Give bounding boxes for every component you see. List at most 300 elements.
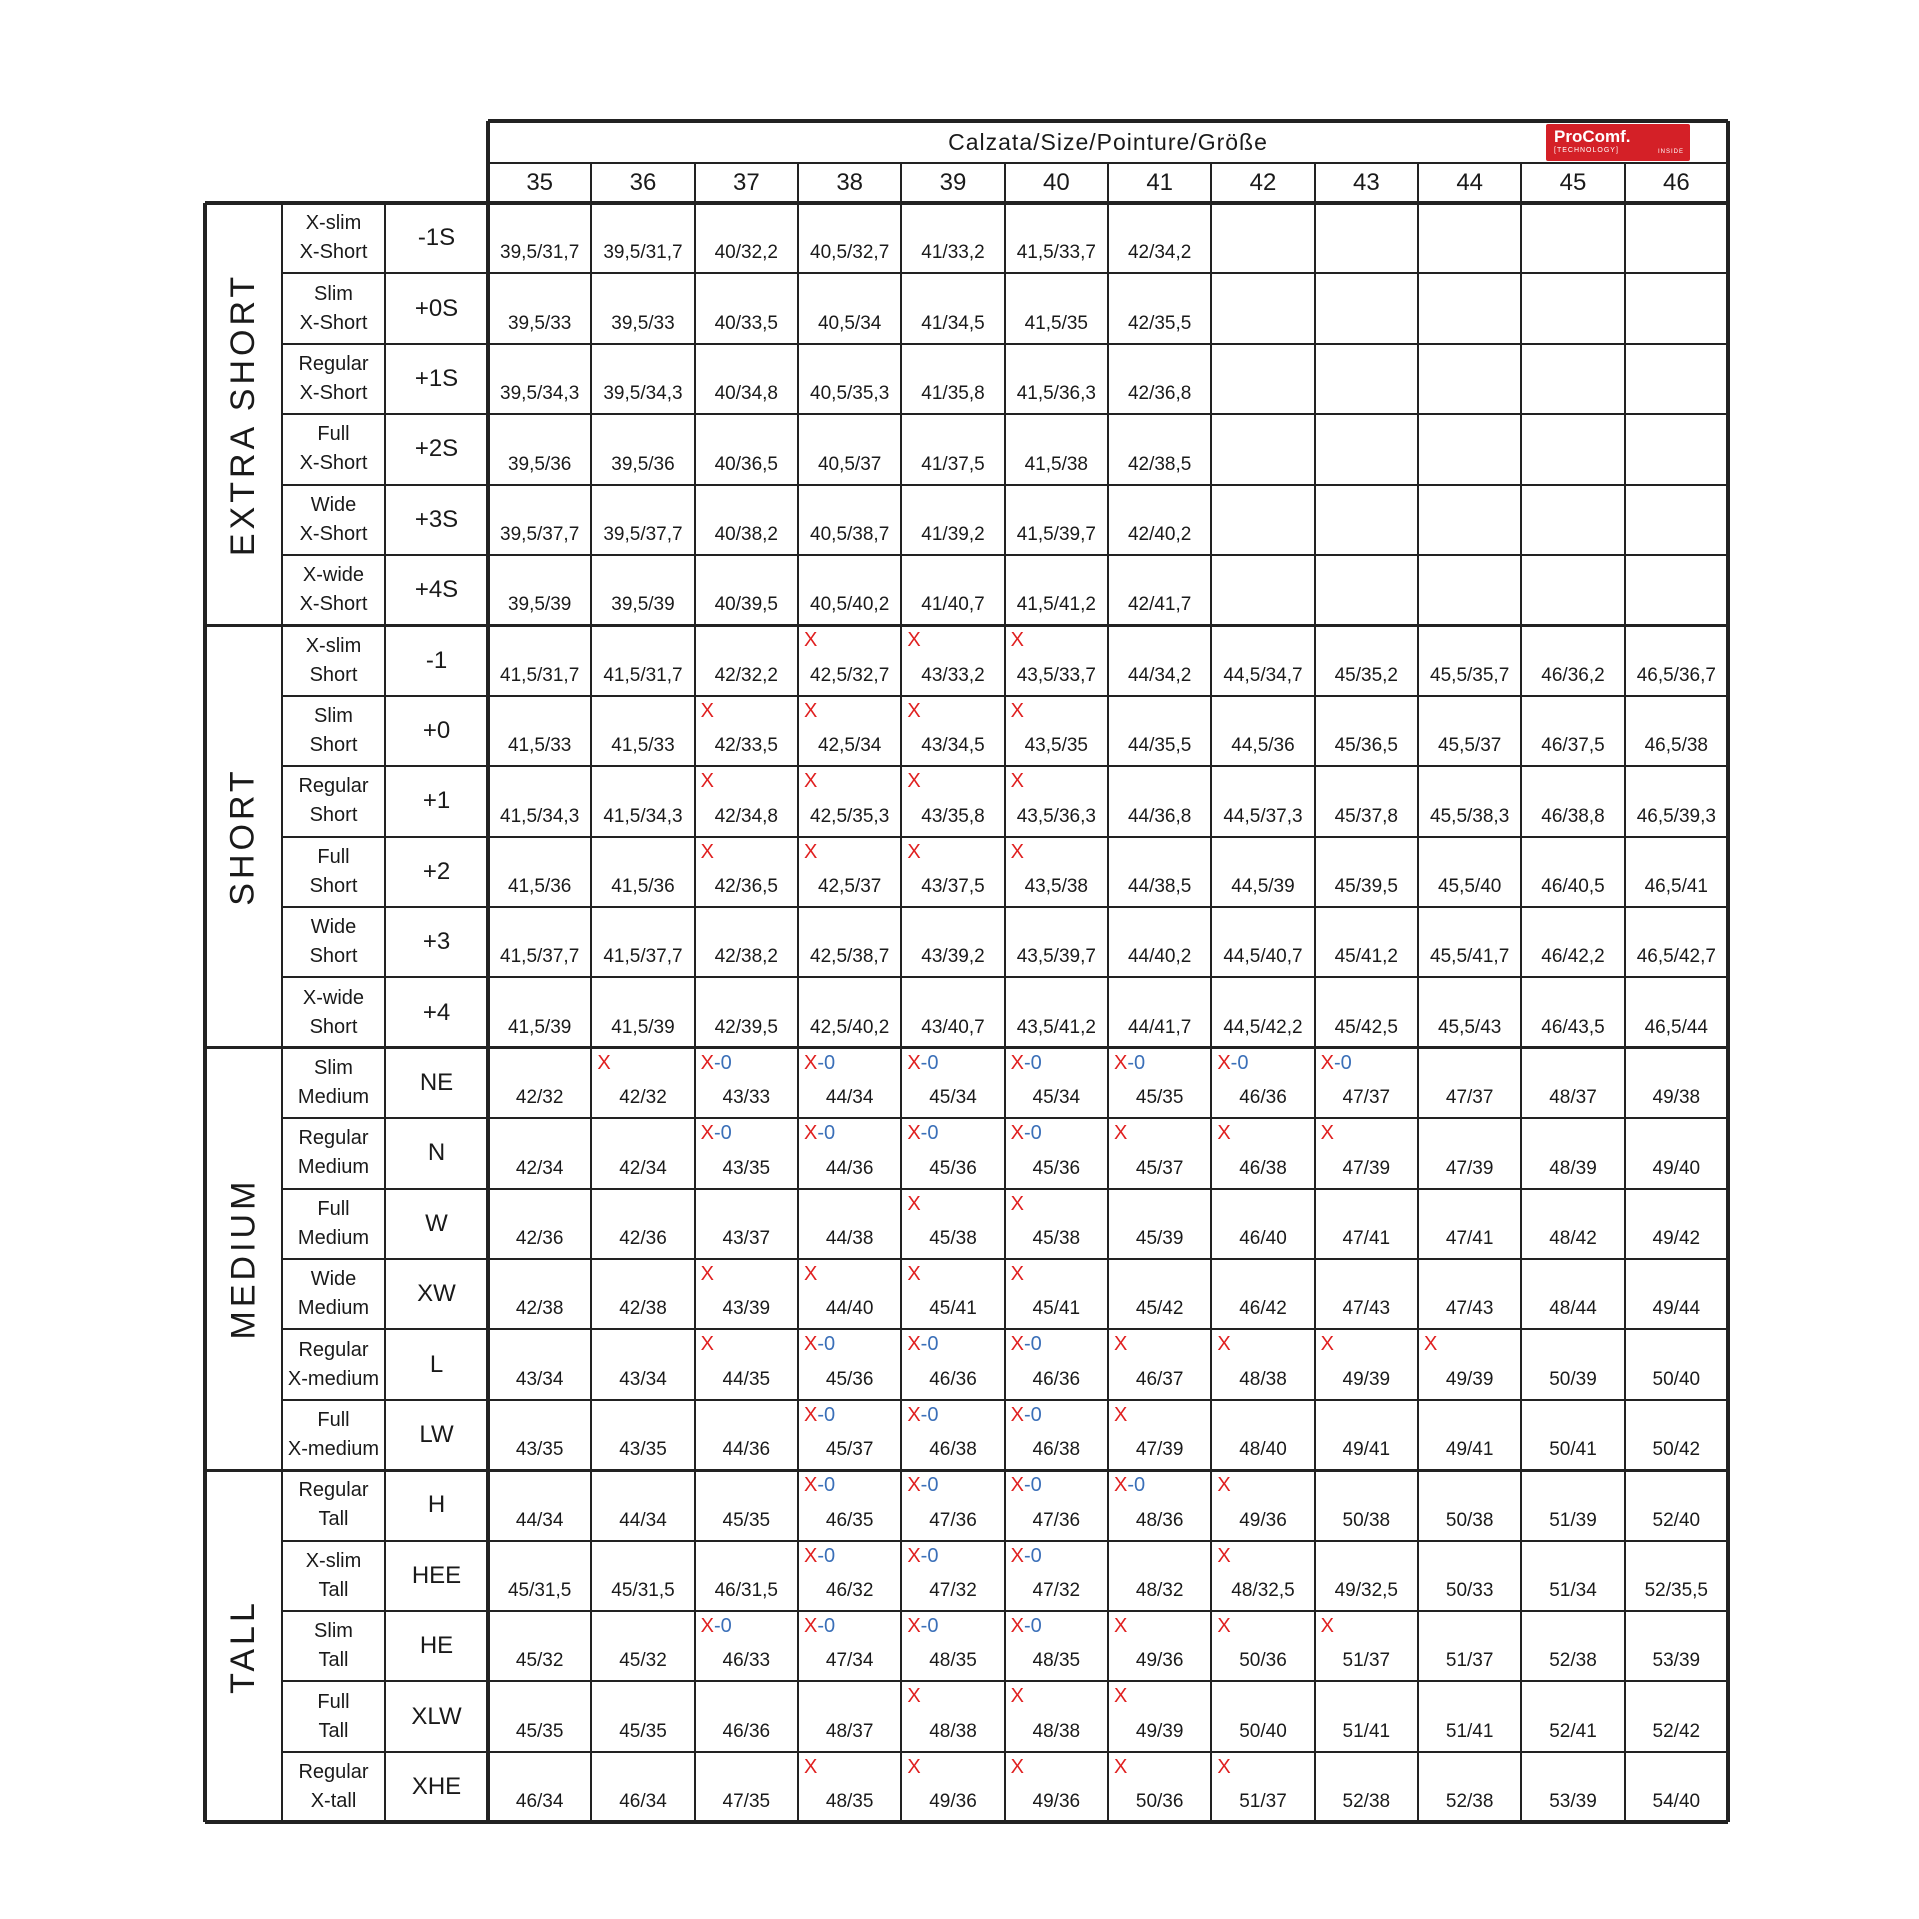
width-description <box>282 1189 385 1259</box>
size-value: 41/33,2 <box>921 242 985 264</box>
width-description <box>282 1329 385 1399</box>
width-description-line: Regular <box>298 1338 369 1361</box>
grid-line <box>488 119 1728 123</box>
availability-mark <box>1114 1052 1145 1075</box>
availability-mark <box>1424 1333 1437 1356</box>
size-value: 50/33 <box>1445 1580 1494 1601</box>
size-value: 39,5/36 <box>611 453 675 475</box>
mark-x: X <box>804 699 818 722</box>
size-value: 49/39 <box>1135 1720 1184 1742</box>
mark-zero: -0 <box>817 1403 836 1426</box>
mark-x: X <box>1114 1615 1128 1637</box>
grid-line <box>1004 163 1006 1822</box>
size-value: 45,5/35,7 <box>1430 664 1510 686</box>
size-value: 43/35 <box>515 1439 564 1461</box>
mark-x: X <box>1010 1474 1024 1497</box>
width-code: +2S <box>414 435 459 463</box>
size-value: 47/39 <box>1445 1157 1494 1179</box>
mark-x: X <box>1217 1755 1231 1778</box>
size-value: 43/39,2 <box>921 946 985 968</box>
width-code: +0S <box>414 294 459 322</box>
size-value: 46/36 <box>929 1368 977 1390</box>
grid-line <box>282 413 1728 415</box>
size-value: 47/32 <box>929 1580 977 1601</box>
size-value: 43,5/35 <box>1024 735 1089 757</box>
size-value: 45/42,5 <box>1334 1016 1399 1038</box>
size-value: 46,5/38 <box>1644 735 1709 757</box>
size-value: 47/39 <box>1342 1157 1391 1179</box>
width-code: +1S <box>414 364 459 392</box>
size-value: 45/34 <box>929 1087 977 1109</box>
grid-line <box>282 554 1728 556</box>
width-code: +3S <box>414 505 459 533</box>
size-value: 46/36,2 <box>1541 664 1605 686</box>
grid-line <box>1314 163 1316 1822</box>
size-value: 45/42 <box>1135 1298 1184 1320</box>
size-value: 48/38 <box>1032 1720 1081 1742</box>
mark-zero: -0 <box>920 1333 939 1356</box>
size-value: 42/36 <box>619 1228 667 1249</box>
size-value: 48/35 <box>929 1650 977 1672</box>
size-value: 46/32 <box>825 1580 874 1601</box>
availability-mark <box>1011 1052 1042 1075</box>
size-value: 45/38 <box>1032 1228 1081 1249</box>
availability-mark <box>1217 1122 1230 1145</box>
mark-zero: -0 <box>1230 1051 1249 1074</box>
size-value: 42/36,5 <box>714 876 779 897</box>
size-value: 42/34 <box>515 1157 564 1179</box>
size-value: 47/35 <box>722 1791 771 1813</box>
availability-mark <box>907 1404 938 1427</box>
mark-x: X <box>1217 1333 1231 1356</box>
size-value: 39,5/31,7 <box>603 242 683 264</box>
size-value: 49/36 <box>1135 1650 1184 1672</box>
size-value: 42,5/35,3 <box>810 805 890 827</box>
size-value: 45/41,2 <box>1334 946 1399 968</box>
mark-zero: -0 <box>920 1051 939 1074</box>
availability-mark <box>1011 770 1024 793</box>
mark-x: X <box>907 699 921 722</box>
mark-x: X <box>1010 770 1024 793</box>
size-value: 51/37 <box>1239 1791 1287 1813</box>
size-value: 46/40,5 <box>1541 876 1605 897</box>
mark-x: X <box>700 1333 714 1356</box>
width-description <box>282 555 385 625</box>
size-value: 50/38 <box>1342 1509 1391 1531</box>
size-value: 43,5/41,2 <box>1016 1016 1096 1038</box>
grid-line <box>282 765 1728 767</box>
availability-mark <box>701 1122 732 1145</box>
size-value: 43/37,5 <box>921 876 985 897</box>
mark-x: X <box>700 770 714 793</box>
availability-mark <box>1011 1545 1042 1568</box>
mark-zero: -0 <box>817 1474 836 1497</box>
width-code: +1 <box>422 787 451 815</box>
width-code: +4 <box>422 998 451 1026</box>
size-value: 39,5/34,3 <box>500 383 580 405</box>
availability-mark <box>1011 1685 1024 1708</box>
availability-mark <box>1011 1122 1042 1145</box>
size-value: 40/38,2 <box>714 524 779 545</box>
size-value: 49/44 <box>1652 1298 1701 1320</box>
mark-x: X <box>700 1615 714 1637</box>
mark-zero: -0 <box>920 1474 939 1497</box>
size-value: 51/41 <box>1342 1720 1391 1742</box>
size-value: 48/38 <box>1239 1368 1287 1390</box>
grid-line <box>384 203 386 1822</box>
mark-x: X <box>804 1051 818 1074</box>
width-description-line: X-slim <box>305 212 362 235</box>
size-value: 42/38 <box>515 1298 564 1320</box>
mark-x: X <box>907 1403 921 1426</box>
size-value: 51/39 <box>1549 1509 1597 1531</box>
size-value: 45,5/43 <box>1437 1016 1502 1038</box>
width-code: W <box>425 1209 448 1237</box>
mark-x: X <box>804 1755 818 1778</box>
mark-zero: -0 <box>817 1122 836 1145</box>
grid-line <box>282 1540 1728 1542</box>
size-value: 44,5/39 <box>1231 876 1295 897</box>
size-value: 44/34 <box>515 1509 564 1531</box>
size-value: 45/34 <box>1032 1087 1081 1109</box>
grid-line <box>282 1258 1728 1260</box>
grid-line <box>1210 163 1212 1822</box>
size-value: 50/39 <box>1549 1368 1597 1390</box>
width-description <box>282 1681 385 1751</box>
size-value: 47/36 <box>929 1509 977 1531</box>
size-value: 46/43,5 <box>1541 1016 1605 1038</box>
size-value: 48/32,5 <box>1231 1580 1295 1601</box>
size-value: 49/39 <box>1342 1368 1391 1390</box>
size-value: 49/41 <box>1445 1439 1494 1461</box>
width-description-line: Regular <box>298 775 369 798</box>
size-value: 46/36 <box>722 1720 771 1742</box>
size-value: 42/34,2 <box>1127 242 1192 264</box>
mark-zero: -0 <box>817 1544 836 1567</box>
width-code: +4S <box>414 576 459 604</box>
width-description <box>282 344 385 414</box>
mark-zero: -0 <box>714 1122 732 1145</box>
size-value: 46,5/39,3 <box>1636 805 1716 827</box>
size-header-38: 38 <box>836 169 864 196</box>
size-header-40: 40 <box>1042 169 1070 196</box>
width-description <box>282 485 385 555</box>
availability-mark <box>907 1545 938 1568</box>
size-value: 41/34,5 <box>921 312 985 334</box>
grid-line <box>282 976 1728 978</box>
grid-line <box>205 1046 1728 1049</box>
availability-mark <box>804 1545 835 1568</box>
grid-line <box>205 624 1728 627</box>
size-value: 48/37 <box>825 1720 874 1742</box>
availability-mark <box>804 1333 835 1356</box>
mark-x: X <box>907 770 921 793</box>
size-value: 50/40 <box>1239 1720 1287 1742</box>
availability-mark <box>1011 1615 1042 1638</box>
grid-line <box>797 163 799 1822</box>
size-value: 41,5/39 <box>611 1016 675 1038</box>
width-description-line: Short <box>309 733 358 756</box>
size-value: 48/42 <box>1549 1228 1597 1249</box>
mark-x: X <box>907 1263 921 1285</box>
size-value: 53/39 <box>1652 1650 1701 1672</box>
width-description-line: Regular <box>298 1127 369 1150</box>
width-description <box>282 977 385 1047</box>
mark-x: X <box>907 1685 921 1708</box>
size-value: 47/36 <box>1032 1509 1081 1531</box>
logo-brand: ProComf. <box>1554 127 1631 146</box>
size-value: 47/34 <box>825 1650 874 1672</box>
mark-x: X <box>700 1051 714 1074</box>
width-description-line: Full <box>317 1408 350 1431</box>
size-value: 45/32 <box>619 1650 667 1672</box>
size-value: 48/38 <box>929 1720 977 1742</box>
size-value: 43/33 <box>722 1087 771 1109</box>
availability-mark <box>804 700 817 723</box>
size-value: 46,5/41 <box>1644 876 1709 897</box>
size-value: 48/39 <box>1549 1157 1597 1179</box>
size-value: 43/35,8 <box>921 805 985 827</box>
size-value: 44/34,2 <box>1127 664 1192 686</box>
size-value: 40/32,2 <box>714 242 779 264</box>
grid-line <box>1726 121 1730 1822</box>
width-code: NE <box>419 1068 454 1096</box>
grid-line <box>282 1610 1728 1612</box>
size-value: 41,5/37,7 <box>500 946 580 968</box>
size-value: 44/34 <box>619 1509 667 1531</box>
availability-mark <box>1011 1193 1024 1216</box>
mark-x: X <box>1320 1122 1334 1145</box>
size-value: 50/36 <box>1135 1791 1184 1813</box>
width-description <box>282 837 385 907</box>
width-description <box>282 414 385 484</box>
size-value: 42/36 <box>515 1228 564 1249</box>
size-value: 48/37 <box>1549 1087 1597 1109</box>
mark-x: X <box>1320 1615 1334 1637</box>
width-code: -1S <box>417 224 456 252</box>
size-value: 47/37 <box>1445 1087 1494 1109</box>
availability-mark <box>1011 700 1024 723</box>
mark-x: X <box>700 699 714 722</box>
size-value: 42,5/32,7 <box>810 664 890 686</box>
availability-mark <box>1321 1052 1352 1075</box>
grid-line <box>900 163 902 1822</box>
mark-x: X <box>804 629 818 652</box>
mark-x: X <box>907 1333 921 1356</box>
grid-line <box>282 1680 1728 1682</box>
size-value: 41/35,8 <box>921 383 985 405</box>
availability-mark <box>1114 1615 1127 1638</box>
size-value: 39,5/37,7 <box>500 524 580 545</box>
width-description-line: Full <box>317 423 350 446</box>
size-value: 45/38 <box>929 1228 977 1249</box>
availability-mark <box>1011 1404 1042 1427</box>
size-value: 43/34 <box>619 1368 667 1390</box>
size-value: 39,5/37,7 <box>603 524 683 545</box>
availability-mark <box>701 700 714 723</box>
availability-mark <box>1114 1474 1145 1497</box>
width-description-line: Short <box>309 1015 358 1038</box>
size-value: 45/35 <box>515 1720 564 1742</box>
size-value: 44/36,8 <box>1127 805 1192 827</box>
grid-line <box>282 343 1728 345</box>
group-label <box>205 1470 282 1822</box>
width-description-line: Slim <box>314 704 353 727</box>
mark-x: X <box>1217 1474 1231 1497</box>
mark-x: X <box>1424 1333 1438 1356</box>
availability-mark <box>1217 1052 1248 1075</box>
size-value: 52/38 <box>1342 1791 1391 1813</box>
width-description <box>282 1400 385 1470</box>
mark-x: X <box>907 1615 921 1637</box>
availability-mark <box>1217 1756 1230 1779</box>
size-value: 46/36 <box>1032 1368 1081 1390</box>
availability-mark <box>804 770 817 793</box>
size-value: 42/39,5 <box>714 1016 779 1038</box>
width-description-line: X-Short <box>299 241 368 264</box>
size-value: 44,5/36 <box>1231 735 1295 757</box>
size-value: 47/39 <box>1135 1439 1184 1461</box>
size-value: 52/40 <box>1652 1509 1701 1531</box>
size-value: 49/39 <box>1445 1368 1494 1390</box>
availability-mark <box>1321 1333 1334 1356</box>
width-description-line: Regular <box>298 1760 369 1783</box>
mark-zero: -0 <box>1334 1051 1352 1074</box>
size-value: 46,5/42,7 <box>1636 946 1716 968</box>
mark-x: X <box>1010 1615 1024 1637</box>
size-value: 49/40 <box>1652 1157 1701 1179</box>
size-value: 46,5/44 <box>1644 1016 1709 1038</box>
mark-x: X <box>907 1192 921 1215</box>
availability-mark <box>1114 1685 1127 1708</box>
size-value: 49/42 <box>1652 1228 1701 1249</box>
size-value: 45/41 <box>1032 1298 1081 1320</box>
mark-x: X <box>1217 1122 1231 1145</box>
width-description <box>282 1470 385 1540</box>
size-value: 42/32 <box>619 1087 667 1109</box>
size-value: 44,5/40,7 <box>1223 946 1303 968</box>
mark-zero: -0 <box>1024 1474 1042 1497</box>
width-code: L <box>429 1350 444 1378</box>
availability-mark <box>907 841 920 864</box>
size-value: 40,5/34 <box>817 312 882 334</box>
group-label <box>205 203 282 625</box>
mark-x: X <box>700 1122 714 1145</box>
width-code: N <box>427 1139 446 1167</box>
size-value: 52/38 <box>1445 1791 1494 1813</box>
width-description-line: Short <box>309 874 358 897</box>
width-code: XHE <box>411 1772 462 1800</box>
size-value: 42/38,5 <box>1127 453 1192 475</box>
grid-line <box>282 272 1728 274</box>
size-value: 44/41,7 <box>1127 1016 1192 1038</box>
width-description <box>282 1541 385 1611</box>
size-value: 47/41 <box>1445 1228 1494 1249</box>
size-header-43: 43 <box>1352 169 1380 196</box>
size-value: 52/38 <box>1549 1650 1597 1672</box>
size-value: 45/35 <box>619 1720 667 1742</box>
size-value: 41/39,2 <box>921 524 985 545</box>
width-code: HEE <box>411 1561 462 1589</box>
size-value: 48/35 <box>1032 1650 1081 1672</box>
availability-mark <box>907 1122 938 1145</box>
mark-zero: -0 <box>1024 1615 1042 1637</box>
mark-x: X <box>1010 629 1024 652</box>
size-value: 42/35,5 <box>1127 312 1192 334</box>
grid-line <box>1624 163 1626 1822</box>
availability-mark <box>907 1052 938 1075</box>
size-value: 50/38 <box>1445 1509 1494 1531</box>
size-value: 46/35 <box>825 1509 874 1531</box>
width-description-line: Wide <box>310 1268 357 1291</box>
size-value: 40/36,5 <box>714 453 779 475</box>
size-value: 43/40,7 <box>921 1016 985 1038</box>
grid-line <box>282 836 1728 838</box>
availability-mark <box>1011 841 1024 864</box>
size-value: 48/35 <box>825 1791 874 1813</box>
size-value: 43/37 <box>722 1228 771 1249</box>
width-description-line: Slim <box>314 1056 353 1079</box>
size-value: 41,5/38 <box>1024 453 1089 475</box>
width-description <box>282 1611 385 1681</box>
grid-line <box>282 1328 1728 1330</box>
size-value: 45/39 <box>1135 1228 1184 1249</box>
availability-mark <box>804 1615 835 1638</box>
size-value: 42/41,7 <box>1127 594 1192 616</box>
width-description-line: X-slim <box>305 634 362 657</box>
size-value: 51/37 <box>1342 1650 1391 1672</box>
availability-mark <box>907 1615 938 1638</box>
width-description-line: X-Short <box>299 593 368 616</box>
availability-mark <box>701 841 714 864</box>
availability-mark <box>907 1756 920 1779</box>
availability-mark <box>804 1122 835 1145</box>
size-value: 43,5/39,7 <box>1016 946 1096 968</box>
grid-line <box>281 203 283 1822</box>
size-value: 41,5/36 <box>507 876 572 897</box>
mark-x: X <box>597 1051 611 1074</box>
size-value: 54/40 <box>1652 1791 1701 1813</box>
width-description-line: Short <box>309 663 358 686</box>
size-value: 51/41 <box>1445 1720 1494 1742</box>
size-value: 45/36 <box>1032 1157 1081 1179</box>
size-value: 46/38 <box>1032 1439 1081 1461</box>
mark-x: X <box>1114 1333 1128 1356</box>
size-value: 44/36 <box>722 1439 771 1461</box>
size-value: 46/38 <box>929 1439 977 1461</box>
size-value: 41,5/31,7 <box>603 664 683 686</box>
availability-mark <box>701 1333 714 1356</box>
width-code: H <box>427 1491 446 1519</box>
width-description-line: Medium <box>297 1156 370 1179</box>
mark-x: X <box>1217 1615 1231 1637</box>
mark-zero: -0 <box>920 1122 939 1145</box>
size-value: 46,5/36,7 <box>1636 664 1716 686</box>
size-value: 51/37 <box>1445 1650 1494 1672</box>
size-value: 49/36 <box>1239 1509 1287 1531</box>
mark-x: X <box>1114 1403 1128 1426</box>
mark-x: X <box>1217 1051 1231 1074</box>
mark-x: X <box>1010 1051 1024 1074</box>
width-description-line: Full <box>317 1197 350 1220</box>
size-value: 42/34,8 <box>714 805 779 827</box>
mark-x: X <box>1114 1685 1128 1708</box>
size-value: 40,5/32,7 <box>810 242 890 264</box>
size-header-44: 44 <box>1456 169 1484 196</box>
mark-zero: -0 <box>714 1051 732 1074</box>
grid-line <box>694 163 696 1822</box>
mark-zero: -0 <box>920 1544 939 1567</box>
